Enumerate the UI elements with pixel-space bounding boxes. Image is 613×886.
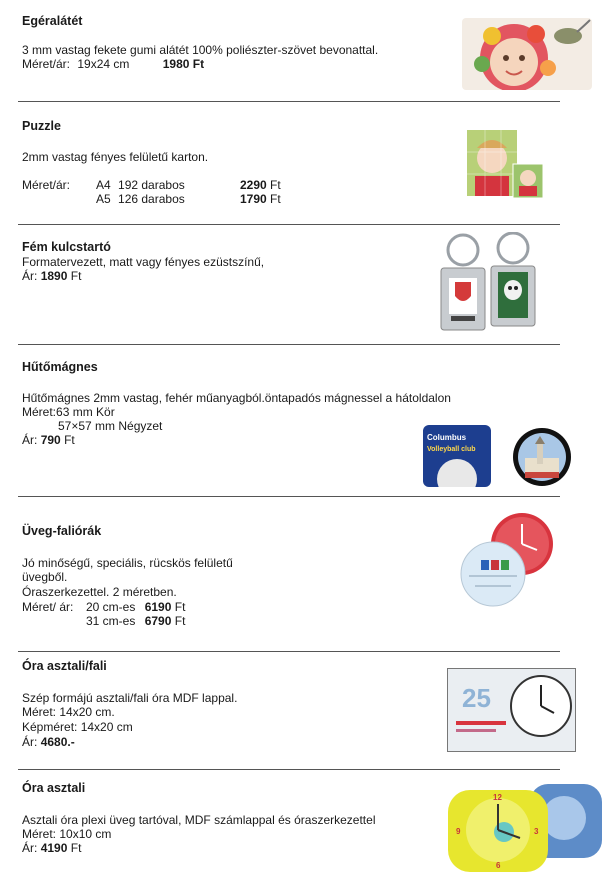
- separator-line: [18, 224, 560, 225]
- product-size-line: 57×57 mm Négyzet: [58, 419, 163, 433]
- product-description: 3 mm vastag fekete gumi alátét 100% poliészter-szövet bevonattal.: [22, 43, 379, 57]
- separator-line: [18, 769, 560, 770]
- product-size-line: Méret: 14x20 cm.: [22, 705, 115, 719]
- magnet-photo-icon: Columbus Volleyball club: [423, 425, 491, 487]
- separator-line: [18, 344, 560, 345]
- svg-text:9: 9: [456, 827, 461, 836]
- table-clock-photo-icon: [446, 780, 606, 884]
- separator-line: [18, 101, 560, 102]
- product-title: Hűtőmágnes: [22, 360, 98, 374]
- clock-row: 31 cm-es 6790 Ft: [86, 614, 186, 628]
- puzzle-photo-icon: [465, 130, 545, 198]
- product-title: Óra asztali: [22, 781, 86, 795]
- puzzle-row-price: 1790 Ft: [240, 192, 281, 206]
- desk-clock-photo-icon: 25: [447, 668, 576, 752]
- magnet-round-icon: [513, 428, 571, 486]
- puzzle-row-price: 2290 Ft: [240, 178, 281, 192]
- product-description: Hűtőmágnes 2mm vastag, fehér műanyagból.öntapadós mágnessel a hátoldalon: [22, 391, 451, 405]
- wall-clock-photo-icon: [455, 510, 565, 610]
- product-image-size-line: Képméret: 14x20 cm: [22, 720, 133, 734]
- product-description: Formatervezett, matt vagy fényes ezüstszínű,: [22, 255, 265, 269]
- mousepad-photo-icon: [462, 18, 592, 90]
- product-description: 2mm vastag fényes felületű karton.: [22, 150, 209, 164]
- product-description: Jó minőségű, speciális, rücskös felületű: [22, 556, 233, 570]
- svg-text:3: 3: [534, 827, 539, 836]
- separator-line: [18, 651, 560, 652]
- product-size-label: Méret/ár:: [22, 178, 71, 192]
- product-title: Puzzle: [22, 119, 61, 133]
- product-description: Szép formájú asztali/fali óra MDF lappal.: [22, 691, 238, 705]
- svg-text:6: 6: [496, 861, 501, 870]
- puzzle-row: A4 192 darabos: [96, 178, 185, 192]
- separator-line: [18, 496, 560, 497]
- product-price-line: Ár: 4680.-: [22, 735, 75, 749]
- product-price-line: Ár: 1890 Ft: [22, 269, 82, 283]
- puzzle-row: A5 126 darabos: [96, 192, 185, 206]
- product-size-line: Méret: 10x10 cm: [22, 827, 112, 841]
- product-size-label: Méret/ ár:: [22, 600, 74, 614]
- product-title: Egéralátét: [22, 14, 83, 28]
- product-price-line: Ár: 790 Ft: [22, 433, 75, 447]
- product-size-line: Méret:63 mm Kör: [22, 405, 115, 419]
- product-title: Fém kulcstartó: [22, 240, 111, 254]
- product-title: Óra asztali/fali: [22, 659, 107, 673]
- product-description: Asztali óra plexi üveg tartóval, MDF számlappal és óraszerkezettel: [22, 813, 376, 827]
- keychain-photo-icon: [435, 232, 539, 332]
- product-title: Üveg-faliórák: [22, 524, 102, 538]
- product-description: Óraszerkezettel. 2 méretben.: [22, 585, 177, 599]
- product-price-line: Ár: 4190 Ft: [22, 841, 82, 855]
- product-description: üvegből.: [22, 570, 68, 584]
- clock-row: 20 cm-es 6190 Ft: [86, 600, 186, 614]
- svg-text:12: 12: [493, 793, 502, 802]
- product-price-line: Méret/ár: 19x24 cm 1980 Ft: [22, 57, 205, 71]
